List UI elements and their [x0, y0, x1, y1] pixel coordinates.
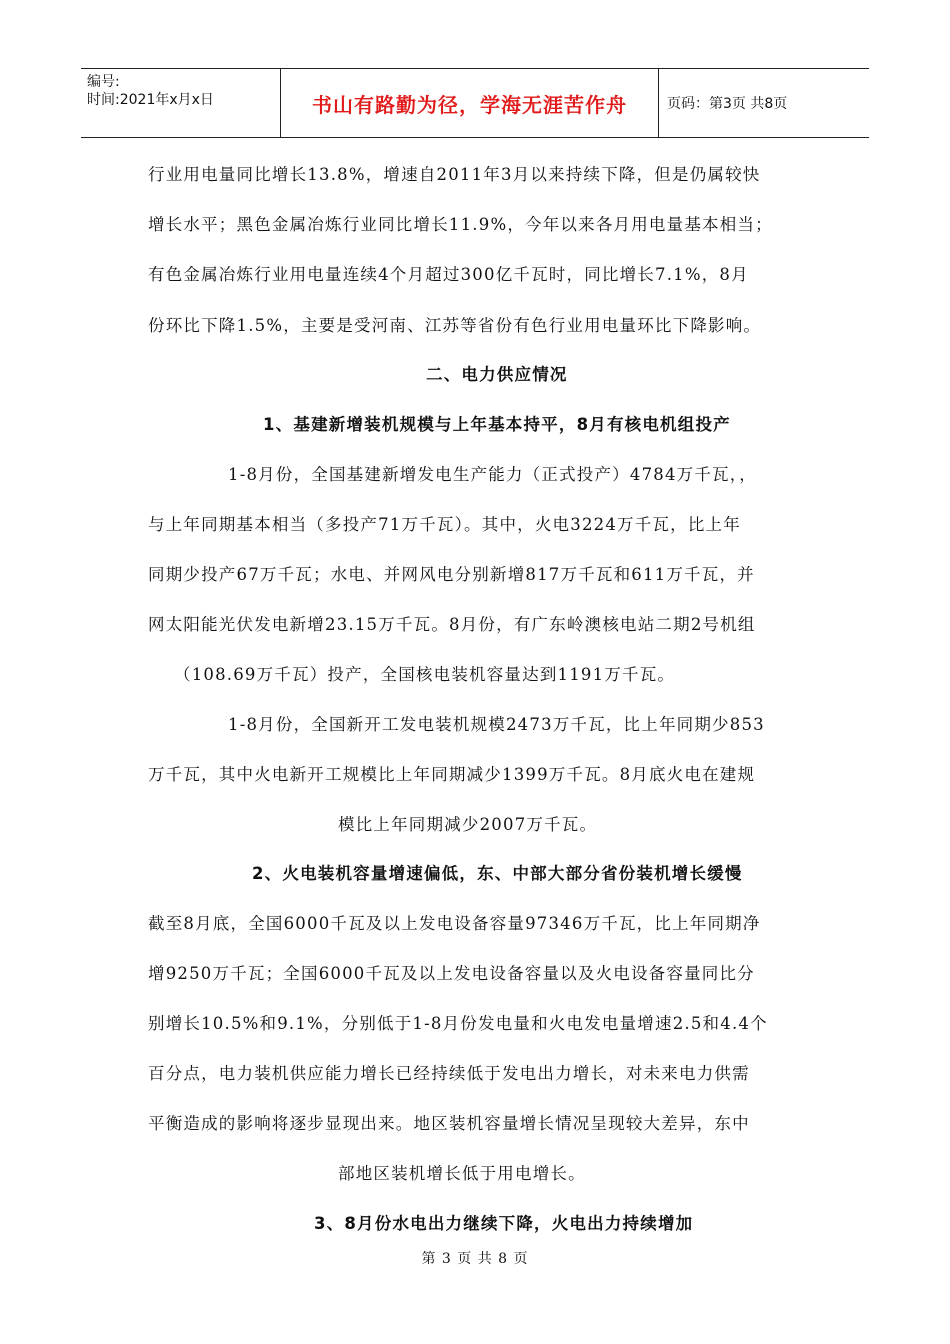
- header-meta: [81, 69, 281, 137]
- body-line: 平衡造成的影响将逐步显现出来。地区装机容量增长情况呈现较大差异，东中: [148, 1114, 750, 1133]
- body-line: 别增长10.5%和9.1%，分别低于1-8月份发电量和火电发电量增速2.5和4.4个: [148, 1014, 768, 1033]
- subsection-heading: 1、基建新增装机规模与上年基本持平，8月有核电机组投产: [263, 415, 731, 434]
- subsection-heading: 3、8月份水电出力继续下降，火电出力持续增加: [314, 1214, 694, 1233]
- body-line: 有色金属冶炼行业用电量连续4个月超过300亿千瓦时，同比增长7.1%，8月: [148, 265, 749, 284]
- body-line: 增9250万千瓦；全国6000千瓦及以上发电设备容量以及火电设备容量同比分: [148, 964, 755, 983]
- body-line: 1-8月份，全国基建新增发电生产能力（正式投产）4784万千瓦，，: [228, 465, 757, 484]
- body-line: 百分点，电力装机供应能力增长已经持续低于发电出力增长，对未来电力供需: [148, 1064, 750, 1083]
- header-page-info: 页码：第3页 共8页: [667, 96, 788, 112]
- section-heading: 二、电力供应情况: [426, 365, 568, 384]
- page-footer: 第 3 页 共 8 页: [421, 1251, 529, 1267]
- body-line: 增长水平；黑色金属冶炼行业同比增长11.9%，今年以来各月用电量基本相当；: [148, 215, 773, 234]
- number-label: 编号:: [87, 74, 120, 90]
- body-line: 同期少投产67万千瓦；水电、并网风电分别新增817万千瓦和611万千瓦，并: [148, 565, 755, 584]
- body-line: 1-8月份，全国新开工发电装机规模2473万千瓦，比上年同期少853: [228, 715, 765, 734]
- body-line: 份环比下降1.5%，主要是受河南、江苏等省份有色行业用电量环比下降影响。: [148, 316, 762, 335]
- body-line: 模比上年同期减少2007万千瓦。: [338, 815, 598, 834]
- body-line: 行业用电量同比增长13.8%，增速自2011年3月以来持续下降，但是仍属较快: [148, 165, 761, 184]
- page-header: [81, 68, 869, 138]
- body-line: （108.69万千瓦）投产，全国核电装机容量达到1191万千瓦。: [174, 665, 676, 684]
- body-line: 部地区装机增长低于用电增长。: [338, 1164, 586, 1183]
- subsection-heading: 2、火电装机容量增速偏低，东、中部大部分省份装机增长缓慢: [252, 864, 743, 883]
- body-line: 网太阳能光伏发电新增23.15万千瓦。8月份，有广东岭澳核电站二期2号机组: [148, 615, 756, 634]
- body-line: 与上年同期基本相当（多投产71万千瓦）。其中，火电3224万千瓦，比上年: [148, 515, 741, 534]
- time-label: 时间:2021年x月x日: [87, 92, 214, 108]
- body-line: 万千瓦，其中火电新开工规模比上年同期减少1399万千瓦。8月底火电在建规: [148, 765, 756, 784]
- body-line: 截至8月底，全国6000千瓦及以上发电设备容量97346万千瓦，比上年同期净: [148, 914, 761, 933]
- header-motto: 书山有路勤为径，学海无涯苦作舟: [281, 69, 659, 137]
